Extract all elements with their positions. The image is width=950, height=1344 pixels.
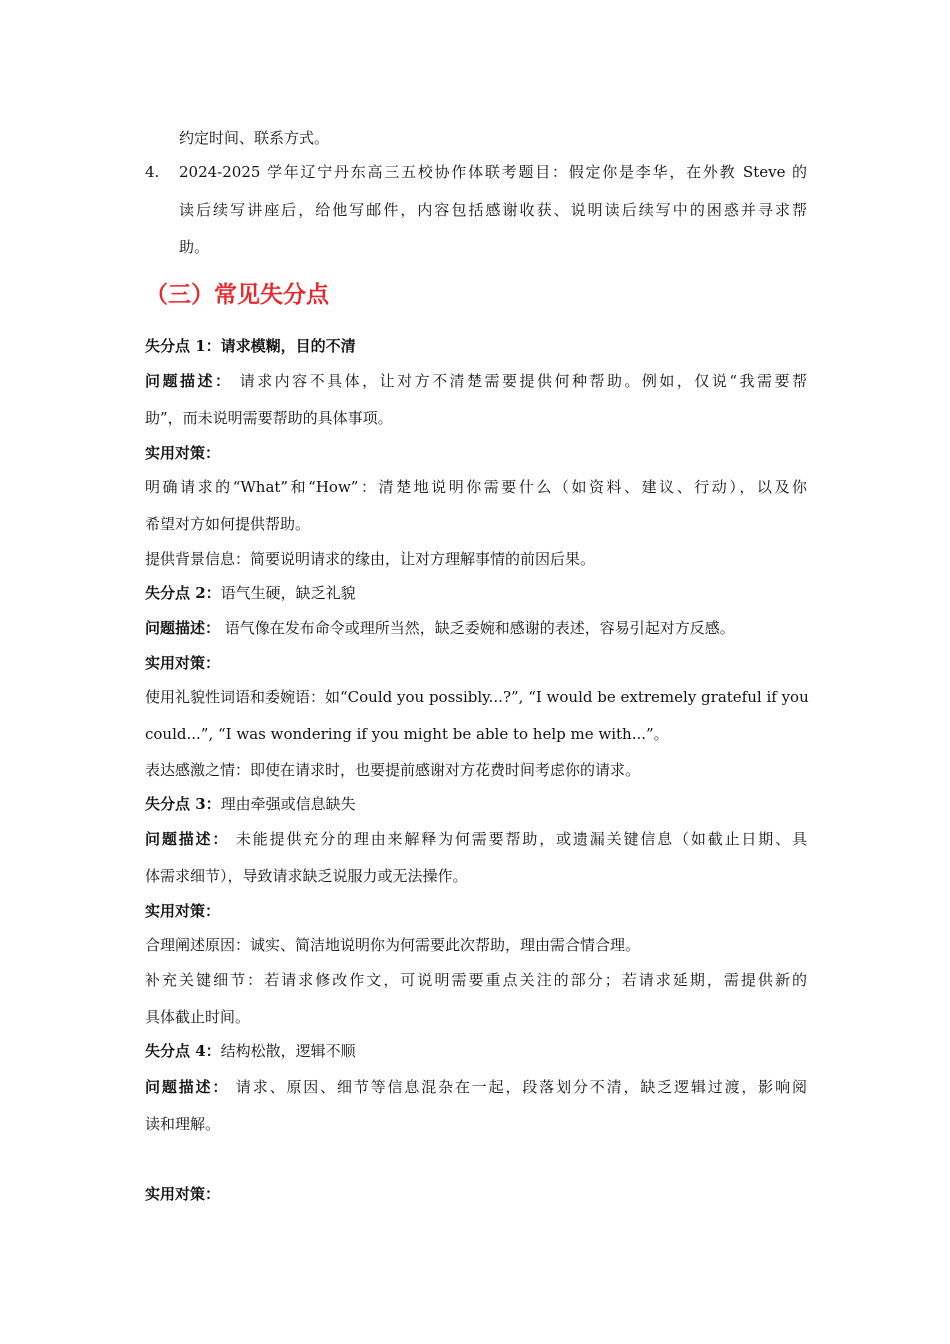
point-4-problem — [145, 1076, 807, 1098]
problem-text: 请求内容不具体，让对方不清楚需要提供何种帮助。例如，仅说“我需要帮 — [232, 372, 807, 390]
problem-text: 请求、原因、细节等信息混杂在一起，段落划分不清，缺乏逻辑过渡，影响阅 — [229, 1078, 807, 1096]
point-4-title-text: 结构松散，逻辑不顺 — [220, 1042, 356, 1060]
list-number: 4. — [145, 163, 160, 181]
point-4-problem-cont: 读和理解。 — [145, 1115, 221, 1133]
strategy-line: 具体截止时间。 — [145, 1008, 251, 1026]
point-1-title: 失分点 1：请求模糊，目的不清 — [145, 337, 356, 355]
point-2-strategy-label: 实用对策： — [145, 654, 221, 672]
point-4-title-bold: 失分点 4： — [145, 1042, 221, 1060]
section-heading: （三）常见失分点 — [145, 282, 329, 308]
problem-label: 问题描述： — [145, 1078, 230, 1096]
point-4-strategy-label: 实用对策： — [145, 1185, 221, 1203]
point-1-problem-cont: 助”，而未说明需要帮助的具体事项。 — [145, 409, 393, 427]
point-3-title-bold: 失分点 3： — [145, 795, 221, 813]
strategy-line: 合理阐述原因：诚实、简洁地说明你为何需要此次帮助，理由需合情合理。 — [145, 936, 641, 954]
list-item-4-line: 助。 — [179, 238, 210, 256]
strategy-line: could...”, “I was wondering if you might be able to help me with...”。 — [145, 725, 669, 743]
strategy-line: 提供背景信息：简要说明请求的缘由，让对方理解事情的前因后果。 — [145, 550, 596, 568]
problem-text: 未能提供充分的理由来解释为何需要帮助，或遗漏关键信息（如截止日期、具 — [229, 830, 807, 848]
strategy-line: 希望对方如何提供帮助。 — [145, 515, 311, 533]
point-1-problem — [145, 370, 807, 392]
point-2-title — [145, 582, 807, 604]
point-3-problem — [145, 828, 807, 850]
list-item-4-line: 读后续写讲座后，给他写邮件，内容包括感谢收获、说明读后续写中的困惑并寻求帮 — [179, 201, 807, 219]
point-3-strategy-label: 实用对策： — [145, 902, 221, 920]
strategy-line: 表达感激之情：即使在请求时，也要提前感谢对方花费时间考虑你的请求。 — [145, 761, 641, 779]
point-1-strategy-label: 实用对策： — [145, 444, 221, 462]
point-3-problem-cont: 体需求细节），导致请求缺乏说服力或无法操作。 — [145, 867, 468, 885]
strategy-line: 补充关键细节：若请求修改作文，可说明需要重点关注的部分；若请求延期，需提供新的 — [145, 971, 807, 989]
point-2-problem — [145, 617, 807, 639]
point-2-title-bold: 失分点 2： — [145, 584, 221, 602]
point-4-title — [145, 1040, 807, 1062]
problem-label: 问题描述： — [145, 619, 221, 637]
list-item-4-line: 2024-2025 学年辽宁丹东高三五校协作体联考题目：假定你是李华，在外教 Steve 的 — [179, 163, 807, 181]
problem-label: 问题描述： — [145, 372, 233, 390]
problem-label: 问题描述： — [145, 830, 230, 848]
point-3-title — [145, 793, 807, 815]
point-2-title-text: 语气生硬，缺乏礼貌 — [220, 584, 356, 602]
point-3-title-text: 理由牵强或信息缺失 — [220, 795, 356, 813]
strategy-line: 明确请求的“What”和“How”：清楚地说明你需要什么（如资料、建议、行动），以及你 — [145, 478, 807, 496]
strategy-line: 使用礼貌性词语和委婉语：如“Could you possibly...?”, “I would be extremely grateful if you — [145, 688, 809, 706]
list-item-continuation: 约定时间、联系方式。 — [179, 129, 330, 147]
problem-text: 语气像在发布命令或理所当然，缺乏委婉和感谢的表述，容易引起对方反感。 — [220, 619, 735, 637]
